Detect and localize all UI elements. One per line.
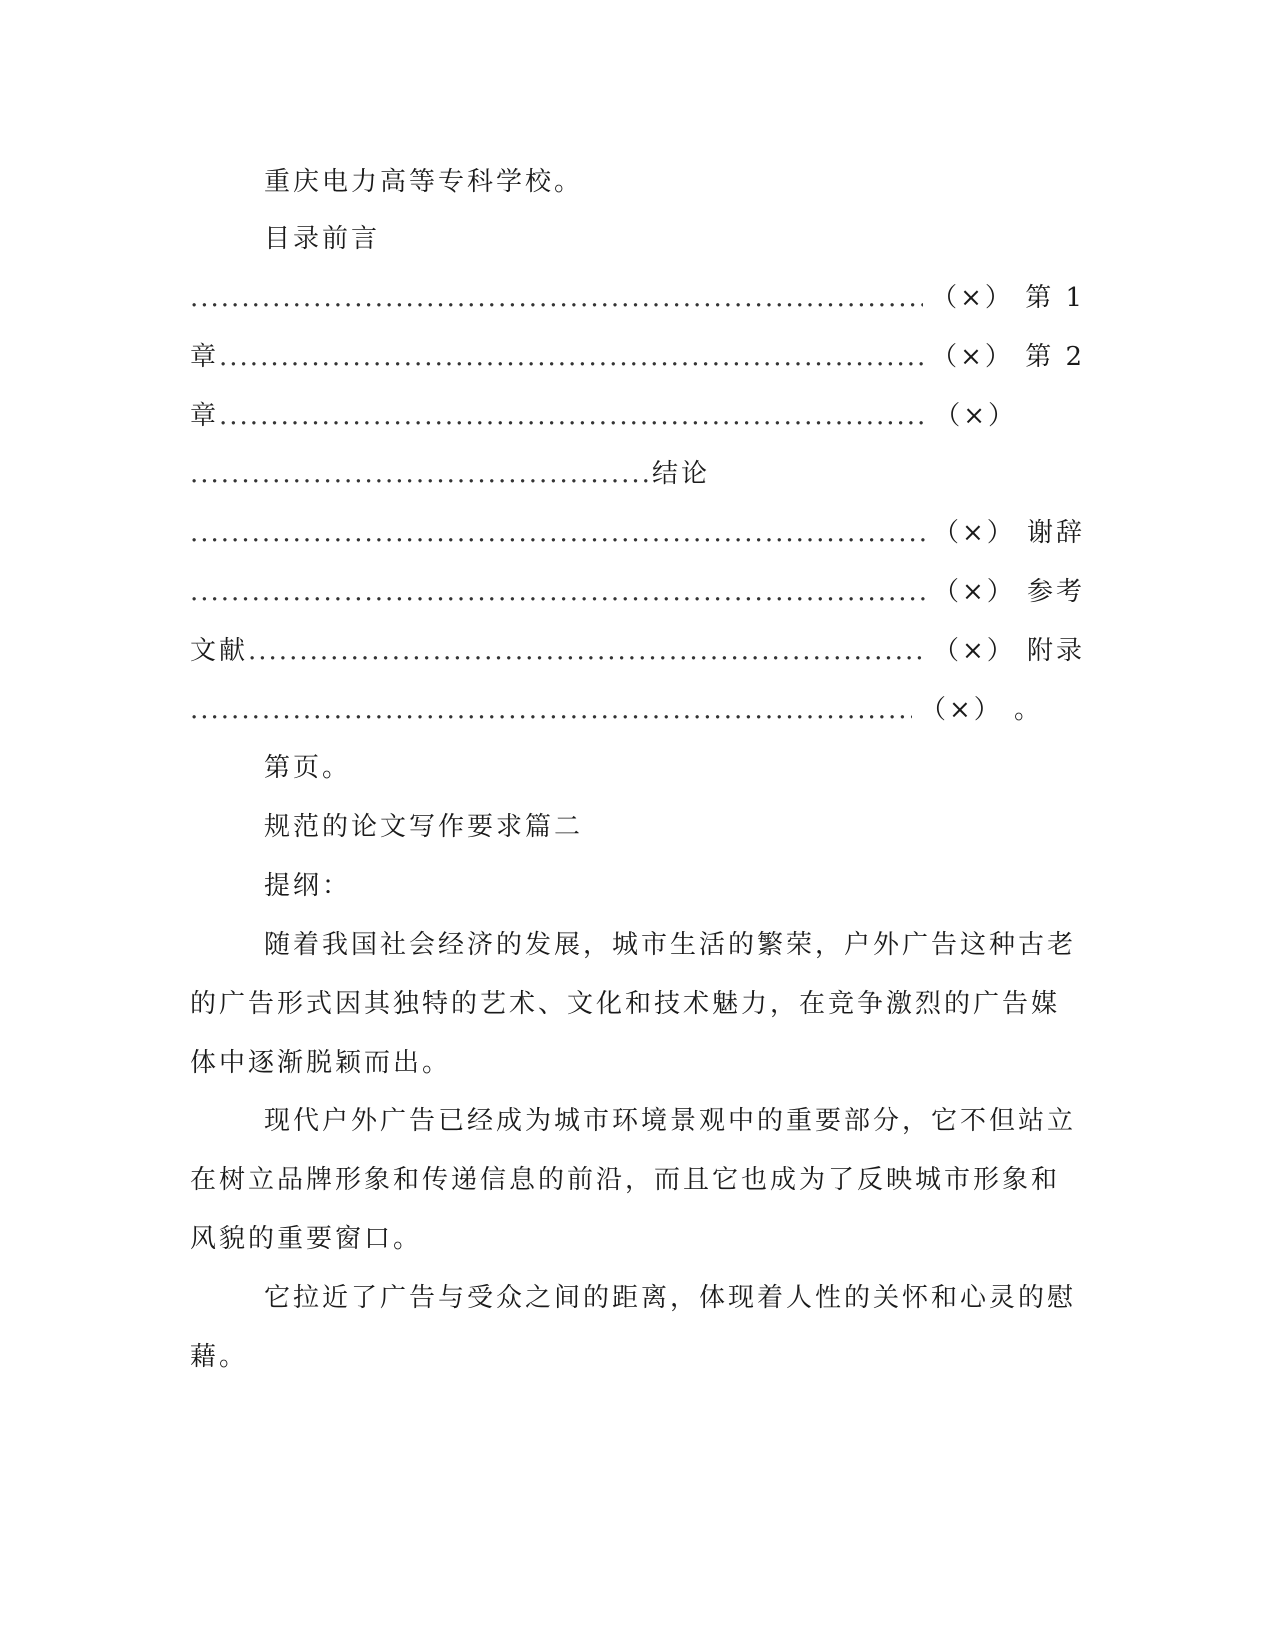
paragraph-3-line-1: 它拉近了广告与受众之间的距离，体现着人性的关怀和心灵的慰 [264, 1283, 1077, 1313]
toc-line-5 [190, 511, 1085, 555]
paragraph-1-line-1: 随着我国社会经济的发展，城市生活的繁荣，户外广告这种古老 [264, 930, 1077, 960]
toc-dot-leader [219, 394, 926, 438]
paragraph-2-line-2: 在树立品牌形象和传递信息的前沿，而且它也成为了反映城市形象和 [190, 1165, 1061, 1195]
toc-dot-leader [190, 511, 925, 555]
toc-line-3 [190, 394, 1085, 438]
section-title: 规范的论文写作要求篇二 [264, 812, 584, 842]
toc-line-3-tail: （×） [934, 401, 1017, 431]
toc-line-4 [190, 452, 1085, 496]
toc-line-2-lead: 章 [190, 342, 220, 372]
toc-line-4-tail: 结论 [652, 459, 711, 489]
toc-dot-leader [190, 276, 923, 320]
toc-line-1 [190, 276, 1085, 320]
paragraph-2-line-1: 现代户外广告已经成为城市环境景观中的重要部分，它不但站立 [264, 1106, 1077, 1136]
toc-line-2 [190, 335, 1085, 379]
toc-dot-leader [219, 335, 923, 379]
toc-line-5-tail: （×） 谢辞 [932, 518, 1085, 548]
toc-line-6 [190, 570, 1085, 614]
toc-dot-leader [248, 629, 925, 673]
toc-line-1-tail: （×） 第 1 [931, 283, 1085, 313]
toc-dot-leader [190, 570, 925, 614]
paragraph-3-line-2: 藉。 [190, 1342, 249, 1372]
toc-line-7 [190, 629, 1085, 673]
school-name: 重庆电力高等专科学校。 [264, 167, 584, 197]
page-label: 第页。 [264, 753, 352, 783]
toc-line-2-tail: （×） 第 2 [931, 342, 1085, 372]
toc-line-6-tail: （×） 参考 [932, 577, 1085, 607]
toc-dot-leader [190, 452, 650, 496]
paragraph-1-line-3: 体中逐渐脱颖而出。 [190, 1048, 452, 1078]
toc-heading: 目录前言 [264, 224, 381, 254]
toc-line-7-tail: （×） 附录 [932, 636, 1085, 666]
paragraph-2-line-3: 风貌的重要窗口。 [190, 1224, 423, 1254]
toc-dot-leader [190, 688, 912, 732]
toc-line-7-lead: 文献 [190, 636, 249, 666]
toc-line-8 [190, 688, 1085, 732]
paragraph-1-line-2: 的广告形式因其独特的艺术、文化和技术魅力，在竞争激烈的广告媒 [190, 989, 1061, 1019]
toc-line-8-tail: （×） 。 [919, 695, 1043, 725]
toc-line-3-lead: 章 [190, 401, 220, 431]
outline-label: 提纲： [264, 871, 352, 901]
